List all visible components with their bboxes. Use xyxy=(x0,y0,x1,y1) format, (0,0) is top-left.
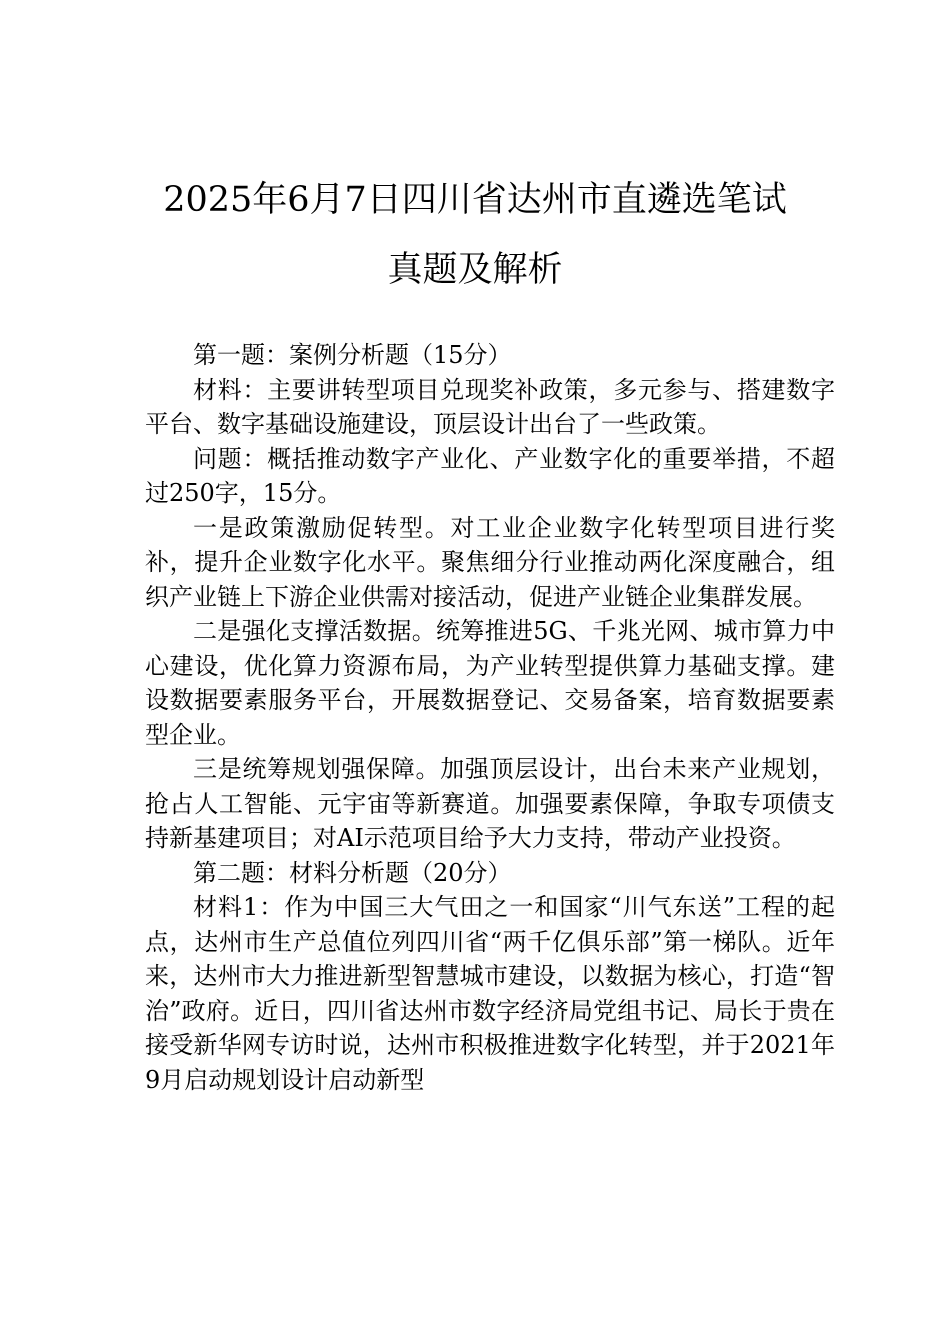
answer-point-2: 二是强化支撑活数据。统筹推进5G、千兆光网、城市算力中心建设，优化算力资源布局，为产业转型提供算力基础支撑。建设数据要素服务平台，开展数据登记、交易备案，培育数据要素型企业。 xyxy=(145,617,835,749)
document-title-line-2: 真题及解析 xyxy=(387,250,563,290)
question-1-prompt: 问题：概括推动数字产业化、产业数字化的重要举措，不超过250字，15分。 xyxy=(145,444,835,507)
question-2-heading: 第二题：材料分析题（20分） xyxy=(193,858,512,887)
question-1-material: 材料：主要讲转型项目兑现奖补政策，多元参与、搭建数字平台、数字基础设施建设，顶层设计出台了一些政策。 xyxy=(145,375,835,438)
answer-point-3: 三是统筹规划强保障。加强顶层设计，出台未来产业规划，抢占人工智能、元宇宙等新赛道。加强要素保障，争取专项债支持新基建项目；对AI示范项目给予大力支持，带动产业投资。 xyxy=(145,755,835,852)
answer-point-1: 一是政策激励促转型。对工业企业数字化转型项目进行奖补，提升企业数字化水平。聚焦细分行业推动两化深度融合，组织产业链上下游企业供需对接活动，促进产业链企业集群发展。 xyxy=(145,513,835,611)
document-body xyxy=(145,338,835,1097)
question-2-material-1: 材料1：作为中国三大气田之一和国家“川气东送”工程的起点，达州市生产总值位列四川省“两千亿俱乐部”第一梯队。近年来，达州市大力推进新型智慧城市建设，以数据为核心，打造“智治”政府。近日，四川省达州市数字经济局党组书记、局长于贵在接受新华网专访时说，达州市积极推进数字化转型，并于2021年9月启动规划设计启动新型 xyxy=(145,893,835,1094)
document-title-line-1: 2025年6月7日四川省达州市直遴选笔试 xyxy=(163,180,787,220)
question-1-heading: 第一题：案例分析题（15分） xyxy=(193,341,512,369)
